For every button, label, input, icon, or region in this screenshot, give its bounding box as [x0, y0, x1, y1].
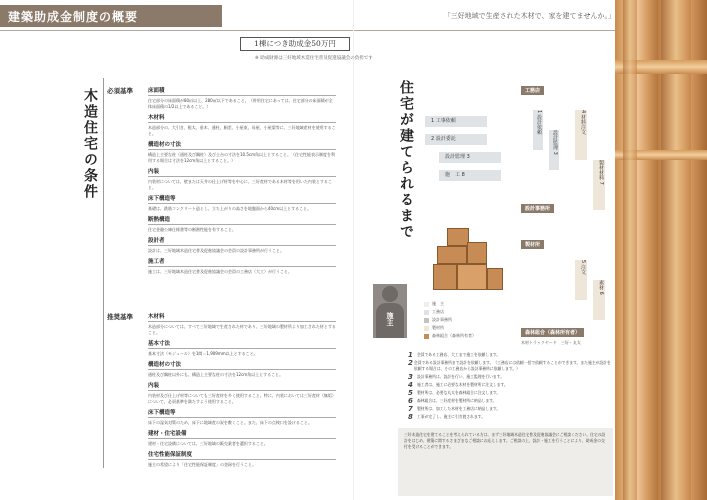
step-list [408, 352, 613, 422]
block-koumuten: 工務店 [521, 86, 544, 95]
step-item [408, 374, 613, 380]
step-item [408, 382, 613, 388]
condition-text: 住宅金融公庫仕様書等の断熱性能を有すること。 [148, 227, 236, 232]
condition-text: 木造部分については、すべて三好地域で生産された材であり、三好地域の製材所より加工された材とすること。 [148, 324, 336, 335]
condition-text: 基本寸法（モジュール）を1間＝1,909mm以上とすること。 [148, 351, 258, 356]
category-recommended: 推奨基準 [107, 313, 133, 321]
condition-title: 構造材の寸法 [148, 360, 336, 370]
condition-title: 内装 [148, 381, 336, 391]
condition-item [148, 312, 336, 336]
condition-title: 木材料 [148, 113, 336, 123]
block-sekkei: 設計事務所 [521, 204, 554, 213]
step-number: 2 [408, 359, 413, 367]
condition-item [148, 140, 336, 164]
condition-item [148, 167, 336, 191]
step-item [408, 360, 613, 372]
flow-arrow: 2 設計委託 [425, 134, 487, 145]
step-text: 会員である工務店、大工まで施工を依頼します。 [417, 352, 501, 357]
step-item [408, 352, 613, 358]
flow-vertical: 素材 6 [593, 280, 605, 320]
header-divider [0, 30, 615, 31]
condition-title: 断熱構造 [148, 215, 336, 225]
condition-title: 基本寸法 [148, 339, 336, 349]
legend-item: 設計事務所 [424, 316, 476, 324]
step-number: 6 [408, 397, 413, 405]
house-blocks-illustration [433, 228, 503, 293]
step-text: 製材所は、加工した木材を工務店に納品します。 [417, 406, 501, 411]
step-text: 会員である設計事務所まで設計を依頼します。（工務店には依頼一括で依頼することができます。また施主が設計を依頼する場合は、その工務店から設計事務所に依頼します。） [413, 360, 611, 371]
flow-arrow: 1 工事依頼 [425, 116, 487, 127]
condition-item [148, 339, 336, 357]
conditions-divider [103, 78, 104, 468]
step-item [408, 414, 613, 420]
owner-figure [373, 284, 407, 338]
flow-vertical: 設計監理 3 [549, 130, 559, 170]
condition-text: 建材・住宅設備については、三好地域の販売業者を選択すること。 [148, 441, 268, 446]
step-number: 4 [408, 381, 413, 389]
condition-item [148, 360, 336, 378]
step-text: 森林組合は、三好産材を製材所に納品します。 [417, 398, 497, 403]
flow-vertical: 1 設計依頼 [533, 110, 543, 150]
page-fold [353, 0, 354, 500]
step-text: 工事が完了し、施主に引き渡されます。 [417, 414, 486, 419]
step-item [408, 390, 613, 396]
condition-text: 設計は、三好地域木造住宅普及促進協議会の会員の設計事務所が行うこと。 [148, 248, 284, 253]
legend-item: 製材所 [424, 324, 476, 332]
legend-item: 工務店 [424, 308, 476, 316]
condition-title: 床下構造等 [148, 408, 336, 418]
page-subtitle: 「三好地域で生産された木材で、家を建てませんか。」 [443, 12, 615, 20]
recommended-list [148, 312, 336, 471]
condition-text: 住宅部分の床面積が80㎡以上、280㎡以下であること。（併用住宅にあっては、住宅部分の床面積が全体床面積の1/2以上であること。） [148, 98, 333, 109]
step-text: 施工者は、施工に必要な木材を製材所に注文します。 [417, 382, 508, 387]
condition-title: 設計者 [148, 236, 336, 246]
wood-photo [615, 0, 707, 500]
condition-item [148, 236, 336, 254]
step-number: 5 [408, 389, 413, 397]
subsidy-box: 1棟につき助成金50万円 [240, 37, 350, 51]
condition-item [148, 450, 336, 468]
block-seizai: 製材所 [521, 240, 544, 249]
page-title: 建築助成金制度の概要 [8, 10, 139, 24]
flow-vertical: 製材材料 7 [593, 160, 605, 210]
step-item [408, 406, 613, 412]
category-required: 必須基準 [107, 87, 133, 95]
step-text: 製材所は、必要な丸太を森林組合に注文します。 [417, 390, 501, 395]
condition-item [148, 113, 336, 137]
step-number: 7 [408, 405, 413, 413]
flow-vertical: 5 注文 [575, 260, 587, 300]
block-seller: 木材トラックヤード 三好・丸太 [521, 340, 581, 345]
condition-item [148, 429, 336, 447]
condition-text: 基礎は、鉄筋コンクリート造とし、立ち上がりの高さを地盤面から40cm以上とすること。 [148, 206, 312, 211]
step-text: 設計事務所は、設計を行い、施工監理を行います。 [417, 374, 505, 379]
condition-title: 住宅性能保証制度 [148, 450, 336, 460]
condition-item [148, 86, 336, 110]
condition-title: 木材料 [148, 312, 336, 322]
step-number: 1 [408, 351, 413, 359]
condition-title: 建材・住宅設備 [148, 429, 336, 439]
legend [424, 300, 476, 340]
condition-item [148, 215, 336, 233]
legend-item: 施 主 [424, 300, 476, 308]
condition-title: 施工者 [148, 257, 336, 267]
block-shinrin: 森林組合（森林所有者） [521, 328, 584, 337]
required-list [148, 86, 336, 278]
condition-item [148, 257, 336, 275]
condition-item [148, 408, 336, 426]
condition-item [148, 194, 336, 212]
flow-arrow: 設計監理 3 [439, 152, 501, 163]
condition-text: 施工は、三好地域木造住宅普及促進協議会の会員の工務店（大工）が行うこと。 [148, 269, 292, 274]
condition-text: 内装材及び仕上げ材等についても三好産材を多く使用すること。特に、内装においては三好産材（無垢）について、必須基準を満たすよう使用すること。 [148, 393, 336, 404]
conditions-title: 木造住宅の条件 [82, 88, 98, 200]
condition-title: 内装 [148, 167, 336, 177]
step-number: 8 [408, 413, 413, 421]
legend-item: 森林組合（森林所有者） [424, 332, 476, 340]
person-icon [382, 286, 398, 302]
process-title: 住宅が建てられるまで [398, 80, 414, 240]
condition-text: 構造上主要な柱（通柱及び隅柱）及び土台の寸法を10.5cm角以上とすること。（住宅性能表示制度を利用する場合は寸法を12cm角以上とすること。） [148, 152, 335, 163]
condition-text: 床下の湿気対策のため、床下に地域産の炭を敷くこと。また、床下の点検口を設けること。 [148, 420, 312, 425]
condition-title: 構造材の寸法 [148, 140, 336, 150]
subsidy-note: ※ 助成財源は三好地域木造住宅普及促進協議会の負担です [255, 56, 373, 61]
owner-label: 施主 [386, 312, 394, 326]
condition-text: 通柱及び隅柱以外にも、構造上主要な柱の寸法を12cm角以上とすること。 [148, 372, 284, 377]
condition-title: 床下構造等 [148, 194, 336, 204]
flow-vertical: 4 材料注文 [575, 110, 587, 160]
condition-item [148, 381, 336, 405]
condition-text: 内装材については、壁または天井の仕上げ材等を中心に、三好産材である木材等を用いた内装とすること。 [148, 179, 332, 190]
step-item [408, 398, 613, 404]
condition-title: 床面積 [148, 86, 336, 96]
condition-text: 施主の希望により「住宅性能保証制度」の登録を行うこと。 [148, 462, 256, 467]
consultation-note: 三好木造住宅を建てることを考えられている方は、まず三好地域木造住宅普及促進協議会にご相談ください。住宅の設計をはじめ、建築に関するさまざまなご相談にお応えします。ご相談の上、設計・施工を行うことにより、助成金の交付を受けることができます。 [398, 428, 613, 496]
step-number: 3 [408, 373, 413, 381]
flow-arrow: 施 工 8 [439, 170, 501, 181]
condition-text: 木造部分の、大引き、根太、垂木、通柱、胴差、小屋束、母屋、小屋梁等に、三好地域産材を使用すること。 [148, 125, 336, 136]
